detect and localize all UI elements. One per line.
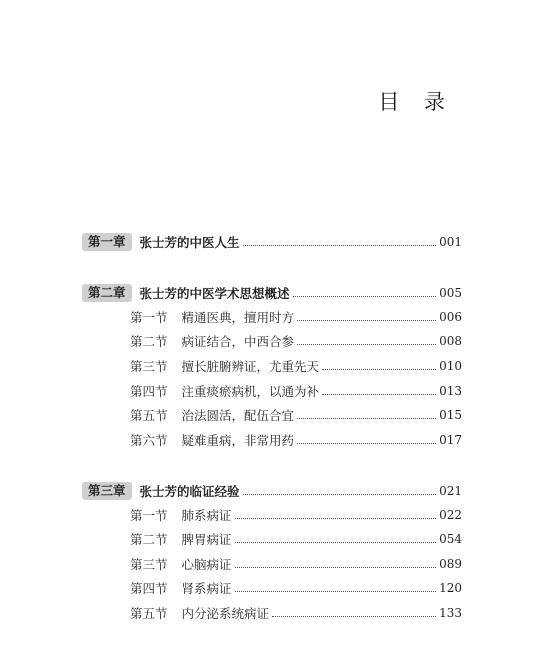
leader-dots [297,418,436,419]
page-number: 015 [439,408,462,422]
page-number: 005 [439,286,462,300]
leader-dots [235,518,437,519]
section-label: 第三节 [130,359,168,374]
leader-dots [243,494,437,495]
toc-chapter-2[interactable] [82,283,462,303]
chapter-title: 张士芳的临证经验 [139,484,240,499]
section-label: 第一节 [130,508,168,523]
chapter-label: 第一章 [82,233,132,251]
leader-dots [322,369,436,370]
leader-dots [235,591,437,592]
section-label: 第一节 [130,310,168,325]
toc-section[interactable] [82,381,462,401]
section-label: 第二节 [130,532,168,547]
section-title: 擅长脏腑辨证，尤重先天 [181,359,320,374]
page-number: 006 [439,310,462,324]
section-title: 疑难重病，非常用药 [181,433,295,448]
leader-dots [293,296,437,297]
section-label: 第五节 [130,606,168,621]
section-label: 第四节 [130,581,168,596]
leader-dots [297,320,436,321]
page-number: 008 [439,334,462,348]
section-title: 治法圆活，配伍合宜 [181,408,295,423]
section-label: 第四节 [130,384,168,399]
leader-dots [272,616,436,617]
section-title: 注重痰瘀病机，以通为补 [181,384,320,399]
section-title: 病证结合，中西合参 [181,334,295,349]
section-title: 肾系病证 [181,581,232,596]
leader-dots [297,344,436,345]
page-number: 010 [439,359,462,373]
toc-chapter-1[interactable] [82,232,462,252]
section-title: 内分泌系统病证 [181,606,270,621]
leader-dots [322,394,436,395]
toc-section[interactable] [82,405,462,425]
toc-section[interactable] [82,578,462,598]
page-number: 120 [439,581,462,595]
section-title: 肺系病证 [181,508,232,523]
leader-dots [235,542,437,543]
section-label: 第五节 [130,408,168,423]
page-number: 022 [439,508,462,522]
chapter-label: 第三章 [82,482,132,500]
chapter-title: 张士芳的中医人生 [139,235,240,250]
toc-title: 目 录 [378,90,454,114]
page-number: 013 [439,384,462,398]
section-label: 第六节 [130,433,168,448]
toc-section[interactable] [82,505,462,525]
page-number: 017 [439,433,462,447]
toc-section[interactable] [82,554,462,574]
toc-section[interactable] [82,356,462,376]
toc-section[interactable] [82,430,462,450]
leader-dots [243,245,437,246]
toc-section[interactable] [82,529,462,549]
section-label: 第三节 [130,557,168,572]
toc-section[interactable] [82,307,462,327]
toc-section[interactable] [82,331,462,351]
toc-section[interactable] [82,603,462,623]
page-number: 021 [439,484,462,498]
section-title: 精通医典，擅用时方 [181,310,295,325]
section-title: 心脑病证 [181,557,232,572]
chapter-label: 第二章 [82,284,132,302]
page-number: 001 [439,235,462,249]
leader-dots [235,567,437,568]
toc-chapter-3[interactable] [82,481,462,501]
page-number: 054 [439,532,462,546]
leader-dots [297,443,436,444]
section-title: 脾胃病证 [181,532,232,547]
chapter-title: 张士芳的中医学术思想概述 [139,286,290,301]
section-label: 第二节 [130,334,168,349]
page-number: 089 [439,557,462,571]
page-number: 133 [439,606,462,620]
